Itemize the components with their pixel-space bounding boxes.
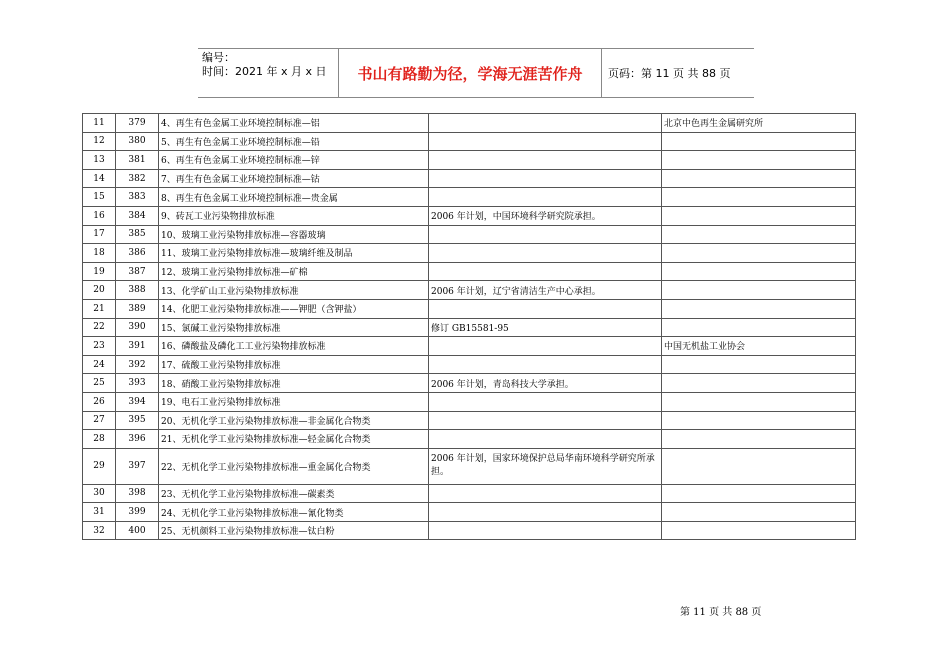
responsible-unit (662, 411, 856, 430)
responsible-unit (662, 188, 856, 207)
responsible-unit (662, 318, 856, 337)
table-row (83, 281, 856, 300)
plan-note (429, 262, 662, 281)
row-index: 25 (83, 374, 116, 393)
responsible-unit (662, 151, 856, 170)
responsible-unit (662, 448, 856, 484)
standard-number: 396 (116, 430, 159, 449)
row-index: 32 (83, 521, 116, 540)
table-row (83, 503, 856, 522)
standard-number: 381 (116, 151, 159, 170)
page-header (198, 48, 754, 98)
table-row (83, 114, 856, 133)
responsible-unit (662, 225, 856, 244)
standard-name: 6、再生有色金属工业环境控制标准—锌 (159, 151, 429, 170)
code-label: 编号： (202, 51, 235, 64)
standard-name: 14、化肥工业污染物排放标准——钾肥（含钾盐） (159, 299, 429, 318)
responsible-unit (662, 374, 856, 393)
responsible-unit (662, 503, 856, 522)
plan-note (429, 337, 662, 356)
responsible-unit (662, 169, 856, 188)
standard-name: 5、再生有色金属工业环境控制标准—铅 (159, 132, 429, 151)
responsible-unit (662, 392, 856, 411)
row-index: 24 (83, 355, 116, 374)
standard-number: 400 (116, 521, 159, 540)
standard-name: 12、玻璃工业污染物排放标准—矿棉 (159, 262, 429, 281)
row-index: 21 (83, 299, 116, 318)
plan-note (429, 299, 662, 318)
table-row (83, 392, 856, 411)
plan-note: 2006 年计划，中国环境科学研究院承担。 (429, 206, 662, 225)
table-row (83, 151, 856, 170)
standard-name: 15、氯碱工业污染物排放标准 (159, 318, 429, 337)
standard-number: 398 (116, 484, 159, 503)
standard-name: 13、化学矿山工业污染物排放标准 (159, 281, 429, 300)
time-label: 时间：2021 年 x 月 x 日 (202, 65, 327, 78)
plan-note (429, 188, 662, 207)
standard-name: 25、无机颜料工业污染物排放标准—钛白粉 (159, 521, 429, 540)
row-index: 23 (83, 337, 116, 356)
responsible-unit (662, 521, 856, 540)
row-index: 17 (83, 225, 116, 244)
standard-name: 11、玻璃工业污染物排放标准—玻璃纤维及制品 (159, 244, 429, 263)
row-index: 22 (83, 318, 116, 337)
responsible-unit (662, 244, 856, 263)
plan-note (429, 225, 662, 244)
standard-name: 22、无机化学工业污染物排放标准—重金属化合物类 (159, 448, 429, 484)
responsible-unit (662, 206, 856, 225)
row-index: 18 (83, 244, 116, 263)
standard-name: 17、硫酸工业污染物排放标准 (159, 355, 429, 374)
standard-number: 387 (116, 262, 159, 281)
standard-number: 383 (116, 188, 159, 207)
plan-note (429, 411, 662, 430)
responsible-unit (662, 299, 856, 318)
standard-name: 19、电石工业污染物排放标准 (159, 392, 429, 411)
plan-note: 修订 GB15581-95 (429, 318, 662, 337)
row-index: 11 (83, 114, 116, 133)
plan-note (429, 355, 662, 374)
row-index: 13 (83, 151, 116, 170)
standard-name: 9、砖瓦工业污染物排放标准 (159, 206, 429, 225)
plan-note: 2006 年计划，青岛科技大学承担。 (429, 374, 662, 393)
responsible-unit: 中国无机盐工业协会 (662, 337, 856, 356)
row-index: 19 (83, 262, 116, 281)
standard-number: 385 (116, 225, 159, 244)
responsible-unit: 北京中色再生金属研究所 (662, 114, 856, 133)
table-row (83, 448, 856, 484)
plan-note (429, 392, 662, 411)
row-index: 15 (83, 188, 116, 207)
standard-number: 389 (116, 299, 159, 318)
plan-note (429, 484, 662, 503)
plan-note (429, 132, 662, 151)
standard-number: 388 (116, 281, 159, 300)
row-index: 20 (83, 281, 116, 300)
standards-table (82, 113, 856, 540)
table-row (83, 206, 856, 225)
plan-note (429, 503, 662, 522)
plan-note (429, 151, 662, 170)
header-meta (198, 49, 339, 97)
responsible-unit (662, 262, 856, 281)
standard-number: 380 (116, 132, 159, 151)
standard-name: 23、无机化学工业污染物排放标准—碳素类 (159, 484, 429, 503)
plan-note: 2006 年计划，国家环境保护总局华南环境科学研究所承担。 (429, 448, 662, 484)
standard-name: 16、磷酸盐及磷化工工业污染物排放标准 (159, 337, 429, 356)
standard-number: 379 (116, 114, 159, 133)
standard-name: 7、再生有色金属工业环境控制标准—钴 (159, 169, 429, 188)
row-index: 30 (83, 484, 116, 503)
table-row (83, 521, 856, 540)
standard-name: 24、无机化学工业污染物排放标准—氰化物类 (159, 503, 429, 522)
standard-number: 399 (116, 503, 159, 522)
motto: 书山有路勤为径，学海无涯苦作舟 (339, 49, 602, 97)
row-index: 31 (83, 503, 116, 522)
standard-name: 21、无机化学工业污染物排放标准—轻金属化合物类 (159, 430, 429, 449)
table-row (83, 430, 856, 449)
row-index: 28 (83, 430, 116, 449)
row-index: 14 (83, 169, 116, 188)
table-row (83, 318, 856, 337)
plan-note (429, 521, 662, 540)
table-row (83, 374, 856, 393)
table-row (83, 244, 856, 263)
standard-number: 382 (116, 169, 159, 188)
plan-note (429, 169, 662, 188)
standard-number: 386 (116, 244, 159, 263)
page-footer: 第 11 页 共 88 页 (680, 607, 762, 618)
table-row (83, 355, 856, 374)
standard-number: 390 (116, 318, 159, 337)
standard-number: 391 (116, 337, 159, 356)
responsible-unit (662, 484, 856, 503)
row-index: 27 (83, 411, 116, 430)
plan-note (429, 244, 662, 263)
table-row (83, 262, 856, 281)
row-index: 26 (83, 392, 116, 411)
standard-number: 395 (116, 411, 159, 430)
standard-name: 4、再生有色金属工业环境控制标准—铝 (159, 114, 429, 133)
table-row (83, 337, 856, 356)
standard-name: 20、无机化学工业污染物排放标准—非金属化合物类 (159, 411, 429, 430)
responsible-unit (662, 281, 856, 300)
table-row (83, 169, 856, 188)
standard-number: 393 (116, 374, 159, 393)
standard-number: 394 (116, 392, 159, 411)
plan-note (429, 430, 662, 449)
row-index: 12 (83, 132, 116, 151)
standard-name: 18、硝酸工业污染物排放标准 (159, 374, 429, 393)
table-row (83, 188, 856, 207)
table-row (83, 299, 856, 318)
standard-name: 10、玻璃工业污染物排放标准—容器玻璃 (159, 225, 429, 244)
row-index: 29 (83, 448, 116, 484)
table-row (83, 411, 856, 430)
table-row (83, 225, 856, 244)
table-row (83, 132, 856, 151)
plan-note (429, 114, 662, 133)
responsible-unit (662, 355, 856, 374)
standard-name: 8、再生有色金属工业环境控制标准—贵金属 (159, 188, 429, 207)
standard-number: 397 (116, 448, 159, 484)
responsible-unit (662, 132, 856, 151)
responsible-unit (662, 430, 856, 449)
table-row (83, 484, 856, 503)
row-index: 16 (83, 206, 116, 225)
standard-number: 384 (116, 206, 159, 225)
standard-number: 392 (116, 355, 159, 374)
plan-note: 2006 年计划，辽宁省清洁生产中心承担。 (429, 281, 662, 300)
page-info: 页码：第 11 页 共 88 页 (608, 67, 731, 80)
